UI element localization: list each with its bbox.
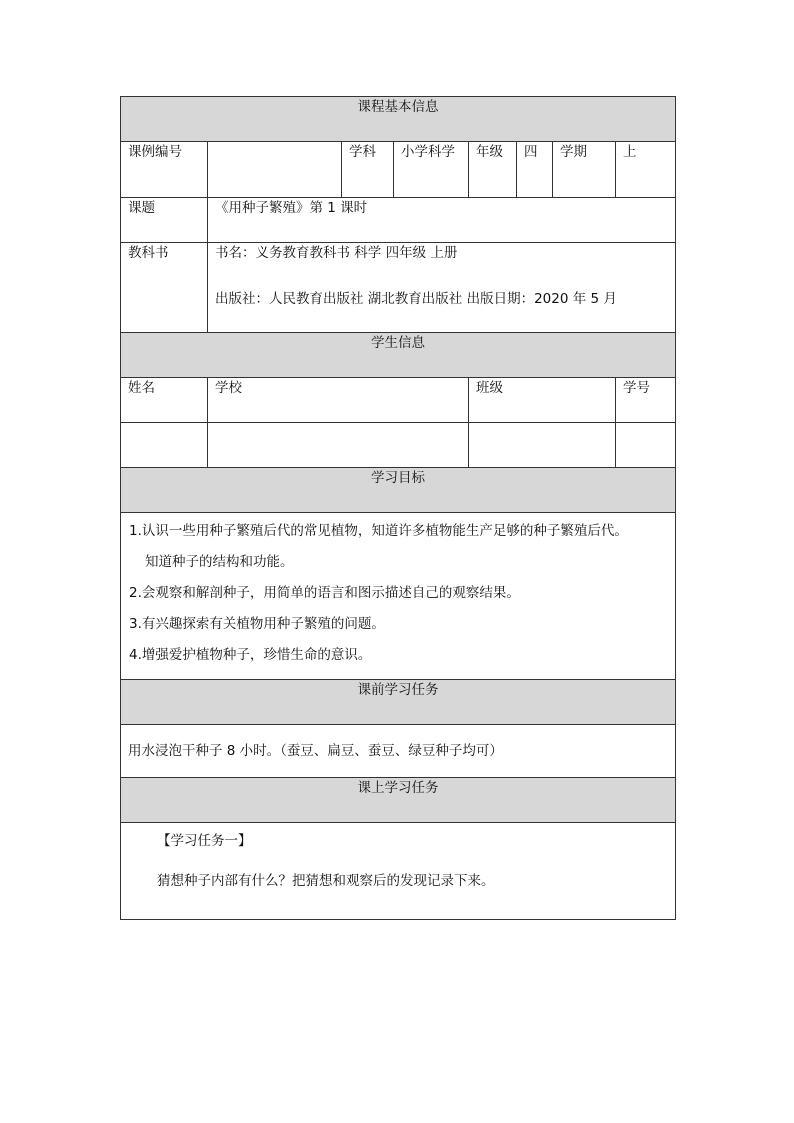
in-class-task-content xyxy=(121,823,676,920)
topic-label: 课题 xyxy=(121,198,208,243)
student-name-label: 姓名 xyxy=(121,378,208,423)
learning-task-1-text: 猜想种子内部有什么？把猜想和观察后的发现记录下来。 xyxy=(157,873,495,889)
objectives-content xyxy=(121,513,676,680)
pre-class-task-text: 用水浸泡干种子 8 小时。（蚕豆、扁豆、蚕豆、绿豆种子均可） xyxy=(121,725,676,778)
topic-value: 《用种子繁殖》第 1 课时 xyxy=(208,198,676,243)
learning-task-1-title: 【学习任务一】 xyxy=(157,833,252,849)
objective-item-3: 3.有兴趣探索有关植物用种子繁殖的问题。 xyxy=(129,616,385,632)
term-value: 上 xyxy=(616,142,676,198)
student-name-field[interactable] xyxy=(121,423,208,468)
student-id-label: 学号 xyxy=(616,378,676,423)
objective-item-2: 2.会观察和解剖种子，用简单的语言和图示描述自己的观察结果。 xyxy=(129,585,520,601)
lesson-form-table xyxy=(120,96,676,920)
objective-item-4: 4.增强爱护植物种子，珍惜生命的意识。 xyxy=(129,647,372,663)
section-header-pre-class-task: 课前学习任务 xyxy=(121,680,676,725)
term-label: 学期 xyxy=(553,142,616,198)
section-header-objectives: 学习目标 xyxy=(121,468,676,513)
textbook-label: 教科书 xyxy=(121,243,208,333)
student-id-field[interactable] xyxy=(616,423,676,468)
grade-label: 年级 xyxy=(469,142,517,198)
grade-value: 四 xyxy=(517,142,553,198)
objective-item-1: 1.认识一些用种子繁殖后代的常见植物，知道许多植物能生产足够的种子繁殖后代。 xyxy=(129,523,628,539)
student-school-field[interactable] xyxy=(208,423,469,468)
section-header-student-info: 学生信息 xyxy=(121,333,676,378)
textbook-publisher-line: 出版社：人民教育出版社 湖北教育出版社 出版日期：2020 年 5 月 xyxy=(215,291,617,307)
textbook-title-line: 书名：义务教育教科书 科学 四年级 上册 xyxy=(215,245,458,261)
section-header-in-class-task: 课上学习任务 xyxy=(121,778,676,823)
textbook-info xyxy=(208,243,676,333)
section-header-course-info: 课程基本信息 xyxy=(121,97,676,142)
case-number-label: 课例编号 xyxy=(121,142,208,198)
student-class-field[interactable] xyxy=(469,423,616,468)
student-class-label: 班级 xyxy=(469,378,616,423)
objective-item-1-continued: 知道种子的结构和功能。 xyxy=(145,554,294,570)
subject-label: 学科 xyxy=(342,142,394,198)
subject-value: 小学科学 xyxy=(394,142,469,198)
case-number-value xyxy=(208,142,342,198)
student-school-label: 学校 xyxy=(208,378,469,423)
